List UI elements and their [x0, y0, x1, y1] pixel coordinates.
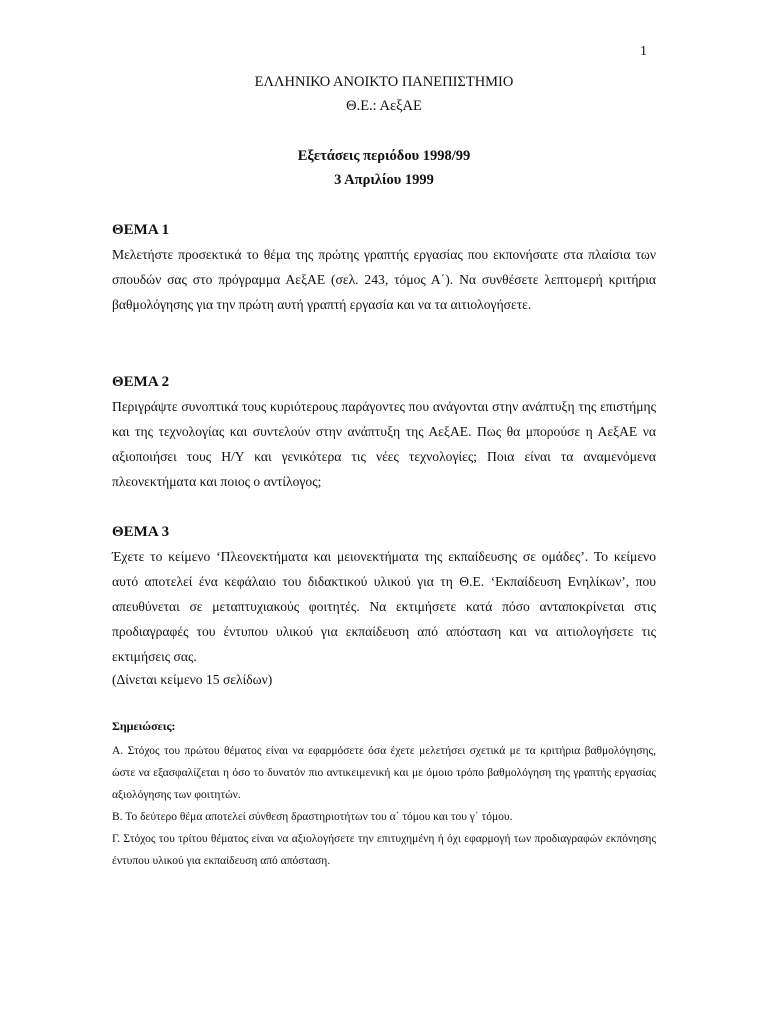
topic-3-title: ΘΕΜΑ 3: [112, 524, 170, 540]
note-c: Γ. Στόχος του τρίτου θέματος είναι να αξιολογήσετε την επιτυχημένη ή όχι εφαρμογή των προδιαγραφών εκπόνησης έντυπου υλικού για εκπαίδευση από απόσταση.: [112, 833, 656, 867]
topic-3-given-note: (Δίνεται κείμενο 15 σελίδων): [112, 672, 273, 687]
topic-3: [112, 522, 656, 691]
notes-title: Σημειώσεις:: [112, 719, 176, 733]
exam-date: 3 Απριλίου 1999: [334, 172, 434, 188]
topic-1: [112, 220, 656, 317]
university-name: ΕΛΛΗΝΙΚΟ ΑΝΟΙΚΤΟ ΠΑΝΕΠΙΣΤΗΜΙΟ: [254, 74, 514, 90]
page-number: 1: [640, 44, 647, 59]
topic-3-body: Έχετε το κείμενο ‘Πλεονεκτήματα και μειονεκτήματα της εκπαίδευσης σε ομάδες’. Το κείμενο αυτό αποτελεί ένα κεφάλαιο του διδακτικού υλικού για τη Θ.Ε. ‘Εκπαίδευση Ενηλίκων’, που απευθύνεται σε μεταπτυχιακούς φοιτητές. Να εκτιμήσετε κατά πόσο ανταποκρίνεται στις προδιαγραφές του έντυπου υλικού για εκπαίδευση από απόσταση και να αιτιολογήσετε τις εκτιμήσεις σας.: [112, 549, 656, 664]
notes-section: [112, 716, 656, 872]
note-a: Α. Στόχος του πρώτου θέματος είναι να εφαρμόσετε όσα έχετε μελετήσει σχετικά με τα κριτήρια βαθμολόγησης, ώστε να εξασφαλίζεται η όσο το δυνατόν πιο αντικειμενική και με όμοιο τρόπο βαθμολόγηση της γραπτής εργασίας αξιολόγησης των φοιτητών.: [112, 745, 656, 801]
topic-2-title: ΘΕΜΑ 2: [112, 374, 170, 390]
exam-period: Εξετάσεις περιόδου 1998/99: [297, 148, 471, 164]
note-b: Β. Το δεύτερο θέμα αποτελεί σύνθεση δραστηριοτήτων του α΄ τόμου και του γ΄ τόμου.: [112, 811, 513, 823]
course-unit: Θ.Ε.: ΑεξΑΕ: [346, 98, 422, 114]
exam-info: [0, 144, 768, 192]
document-header: [0, 70, 768, 118]
topic-1-title: ΘΕΜΑ 1: [112, 222, 170, 238]
topic-1-body: Μελετήστε προσεκτικά το θέμα της πρώτης γραπτής εργασίας που εκπονήσατε στα πλαίσια των σπουδών σας στο πρόγραμμα ΑεξΑΕ (σελ. 243, τόμος Α΄). Να συνθέσετε λεπτομερή κριτήρια βαθμολόγησης για την πρώτη αυτή γραπτή εργασία και να τα αιτιολογήσετε.: [112, 247, 656, 312]
topic-2: [112, 372, 656, 494]
topic-2-body: Περιγράψτε συνοπτικά τους κυριότερους παράγοντες που ανάγονται στην ανάπτυξη της επιστήμης και της τεχνολογίας και συντελούν στην ανάπτυξη της ΑεξΑΕ. Πως θα μπορούσε η ΑεξΑΕ να αξιοποιήσει τους Η/Υ και γενικότερα τις νέες τεχνολογίες; Ποια είναι τα αναμενόμενα πλεονεκτήματα και ποιος ο αντίλογος;: [112, 399, 656, 489]
